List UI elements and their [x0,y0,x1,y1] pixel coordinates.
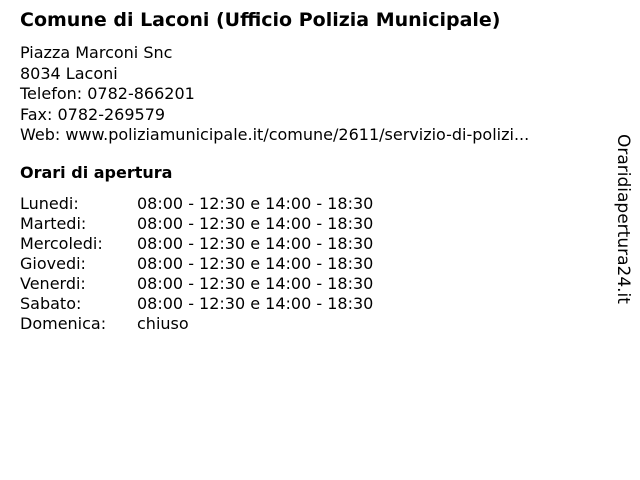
day-label: Mercoledi: [20,234,103,253]
time-value: 08:00 - 12:30 e 14:00 - 18:30 [137,254,374,273]
watermark-text: Oraridiapertura24.it [613,134,633,304]
page-title: Comune di Laconi (Ufficio Polizia Municipale) [20,9,501,31]
day-label: Venerdi: [20,274,86,293]
day-label: Martedi: [20,214,87,233]
address-phone: Telefon: 0782-866201 [20,84,195,103]
address-city: 8034 Laconi [20,63,118,83]
opening-hours-heading: Orari di apertura [20,163,173,182]
time-value: 08:00 - 12:30 e 14:00 - 18:30 [137,274,374,293]
day-label: Domenica: [20,314,107,333]
site-watermark [612,134,634,310]
time-value: 08:00 - 12:30 e 14:00 - 18:30 [137,234,374,253]
address-block [20,43,529,146]
time-value: chiuso [137,314,189,333]
day-label: Giovedi: [20,254,86,273]
time-value: 08:00 - 12:30 e 14:00 - 18:30 [137,194,374,213]
time-value: 08:00 - 12:30 e 14:00 - 18:30 [137,294,374,313]
address-fax: Fax: 0782-269579 [20,104,166,124]
address-web: Web: www.poliziamunicipale.it/comune/2611/servizio-di-polizi... [20,125,530,144]
day-label: Lunedi: [20,194,79,213]
day-label: Sabato: [20,294,82,313]
address-street: Piazza Marconi Snc [20,43,173,62]
time-value: 08:00 - 12:30 e 14:00 - 18:30 [137,214,374,233]
